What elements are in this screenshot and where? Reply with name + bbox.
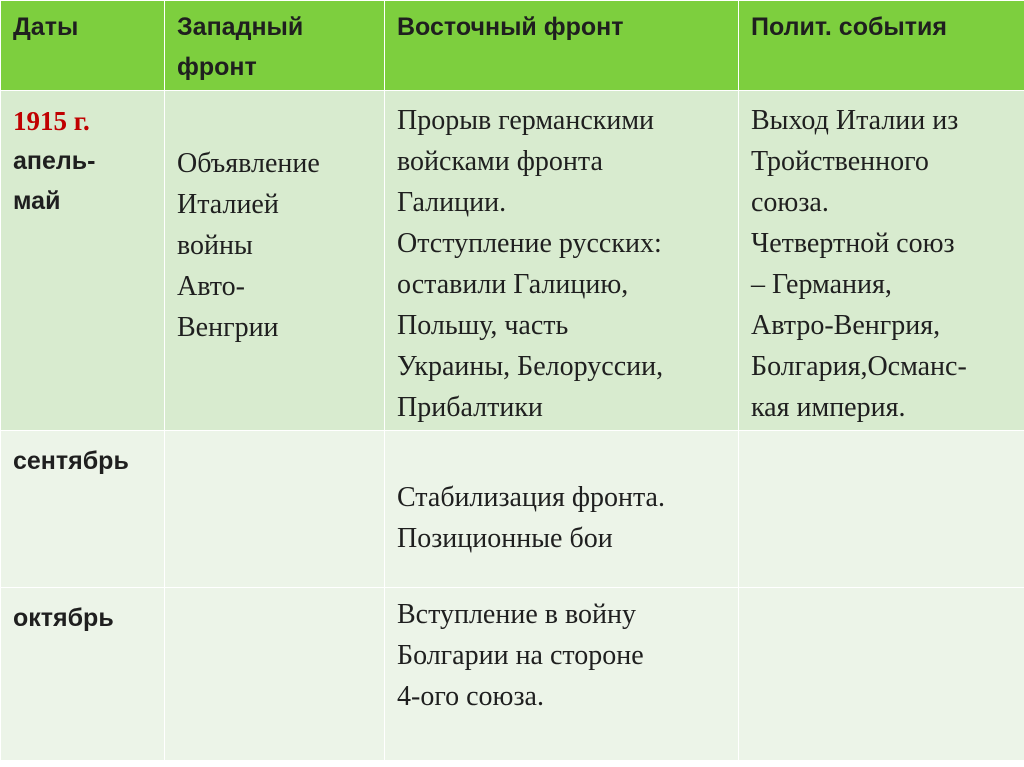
political-line: Автро-Венгрия, — [751, 310, 941, 341]
header-western-label-line-1: Западный — [177, 13, 304, 41]
eastern-line: Стабилизация фронта. — [397, 482, 665, 513]
political-events-cell — [739, 91, 1024, 431]
eastern-line: Прибалтики — [397, 392, 543, 423]
eastern-line: оставили Галицию, — [397, 269, 629, 300]
eastern-front-cell — [385, 91, 739, 431]
political-line: Выход Италии из — [751, 105, 959, 136]
date-line: октябрь — [13, 604, 114, 632]
table-row — [1, 91, 1024, 431]
header-row — [1, 1, 1024, 91]
political-line: кая империя. — [751, 392, 906, 423]
table-row — [1, 588, 1024, 761]
western-line: Объявление — [177, 148, 320, 179]
header-dates-label: Даты — [13, 13, 79, 41]
eastern-line: Галиции. — [397, 187, 507, 218]
eastern-front-cell — [385, 431, 739, 588]
header-dates — [1, 1, 165, 91]
eastern-line: Украины, Белоруссии, — [397, 351, 664, 382]
western-front-cell — [165, 431, 385, 588]
eastern-line: Отступление русских: — [397, 228, 662, 259]
date-cell — [1, 588, 165, 761]
date-cell — [1, 431, 165, 588]
date-cell — [1, 91, 165, 431]
eastern-line: Прорыв германскими — [397, 105, 655, 136]
header-political-events — [739, 1, 1024, 91]
eastern-line: Позиционные бои — [397, 523, 613, 554]
header-political-label: Полит. события — [751, 13, 947, 41]
eastern-line: 4-ого союза. — [397, 681, 544, 712]
eastern-line: Польшу, часть — [397, 310, 569, 341]
political-events-cell — [739, 588, 1024, 761]
political-line: Болгария,Османс- — [751, 351, 967, 382]
header-eastern-label: Восточный фронт — [397, 13, 624, 41]
political-line: союза. — [751, 187, 829, 218]
political-events-cell — [739, 431, 1024, 588]
western-front-cell — [165, 588, 385, 761]
political-line: – Германия, — [751, 269, 892, 300]
political-line: Тройственного — [751, 146, 929, 177]
table-row — [1, 431, 1024, 588]
date-line: апель- — [13, 147, 96, 175]
header-western-label-line-2: фронт — [177, 53, 257, 81]
year-label: 1915 г. — [13, 106, 90, 136]
header-western-front — [165, 1, 385, 91]
political-line: Четвертной союз — [751, 228, 955, 259]
western-line: Венгрии — [177, 312, 279, 343]
western-line: Италией — [177, 189, 279, 220]
eastern-front-cell — [385, 588, 739, 761]
eastern-line: войсками фронта — [397, 146, 603, 177]
header-eastern-front — [385, 1, 739, 91]
date-line: сентябрь — [13, 447, 129, 475]
eastern-line: Вступление в войну — [397, 599, 636, 630]
western-front-cell — [165, 91, 385, 431]
eastern-line: Болгарии на стороне — [397, 640, 644, 671]
date-line: май — [13, 187, 61, 215]
western-line: войны — [177, 230, 253, 261]
western-line: Авто- — [177, 271, 245, 302]
